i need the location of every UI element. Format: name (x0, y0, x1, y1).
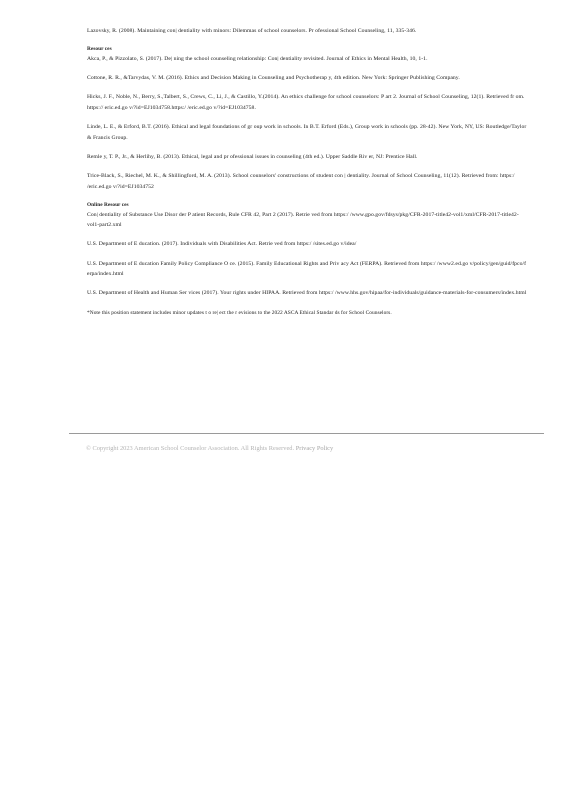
resource-entry: Hicks, J. F., Noble, N., Berry, S.,Talbert, S., Crews, C., Li, J., & Castillo, Y.(2014). An ethics challenge for school counselors: P art 2. Journal of School Counseling, 12(1). Retrieved fr om. https:// eric.ed.go v/?id=EJ1034758.https:/ /eric.ed.go v/?id=EJ1034758. (87, 94, 525, 111)
resource-entry: Linde, L. E., & Erford, B.T. (2016). Ethical and legal foundations of gr oup work in schools. In B.T. Erford (Eds.), Group work in schools (pp. 28-42). New York, NY, US: Routledge/Taylor & Francis Group. (87, 124, 527, 141)
revision-note: *Note this position statement includes minor updates t o re| ect the r evisions to the 2022 ASCA Ethical Standar ds for School Counselors. (87, 309, 392, 316)
online-resource-entry: U.S. Department of Health and Human Ser vices (2017). Your rights under HIPAA. Retrieved from https:/ /www.hhs.gov/hipaa/for-individuals/guidance-materials-for-consumers/index.html (87, 290, 527, 297)
resource-entry: Trice-Black, S., Riechel, M. K., & Shillingford, M. A. (2013). School counselors' constructions of student con | dentiality. Journal of School Counseling, 11(12). Retrieved from: https:/ /eric.ed.go v/?id=EJ1034752 (87, 173, 515, 190)
resource-entry: Cottone, R. R., &Tarvydas, V. M. (2016). Ethics and Decision Making in Counseling and Psychotherap y, 4th edition. New York: Springer Publishing Company. (87, 75, 460, 82)
online-resource-entry: U.S. Department of E ducation Family Policy Compliance O ce. (2015). Family Educational Rights and Priv acy Act (FERPA). Retrieved from https:/ /www2.ed.go v/policy/gen/guid/fpco/f erpa/index.html (87, 260, 527, 278)
online-resource-entry: Con| dentiality of Substance Use Disor der P atient Records, Rule CFR 42, Part 2 (2017). Retrie ved from https:/ /www.gpo.gov/fdsys/pkg/CFR-2017-title42-vol1/xml/CFR-2017-title42-vol1-part2.xml (87, 211, 519, 229)
page-footer (86, 444, 333, 453)
resources-heading: Resour ces (87, 46, 112, 53)
reference-entry: Lazovsky, R. (2008). Maintaining con| dentiality with minors: Dilemmas of school counselors. Pr ofessional School Counseling, 11, 335-346. (87, 28, 417, 34)
online-resources-heading: Online Resour ces (87, 201, 129, 208)
copyright-text: © Copyright 2023 American School Counselor Association. All Rights Reserved. (86, 445, 295, 452)
resource-entry: Remle y, T. P., Jr., & Herlihy, B. (2013). Ethical, legal and pr ofessional issues in counseling (4th ed.). Upper Saddle Riv er, NJ: Prentice Hall. (87, 153, 418, 160)
footer-divider (69, 433, 544, 434)
document-body (87, 26, 527, 318)
resource-entry: Akca, P., & Pizzolato, S. (2017). De| ning the school counseling relationship: Con| dentiality revisited. Journal of Ethics in Mental Health, 10, 1-1. (87, 55, 428, 62)
online-resource-entry: U.S. Department of E ducation. (2017). Individuals with Disabilities Act. Retrie ved from https:/ /sites.ed.go v/idea/ (87, 241, 357, 248)
privacy-policy-link[interactable]: Privacy Policy (295, 445, 334, 452)
